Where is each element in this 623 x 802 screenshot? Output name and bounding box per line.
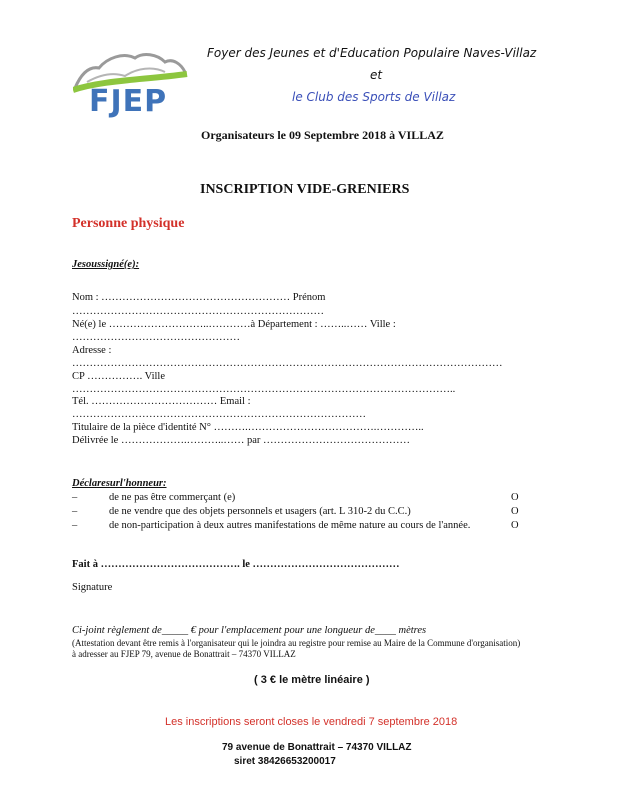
declaration-item-1: de ne pas être commerçant (e) [109,492,236,503]
attestation-note: (Attestation devant être remis à l'organisateur qui le joindra au registre pour remise au Maire de la Commune d'organisation) [72,638,521,648]
fait-a-line[interactable]: Fait à …………………………………. le …………………………………… [72,559,400,570]
field-cp[interactable]: CP ……………. Ville [72,371,166,382]
declaration-item-3: de non-participation à deux autres manifestations de même nature au cours de l'année. [109,520,471,531]
field-naissance[interactable]: Né(e) le ………………………..…………à Département : ……..…… Ville : [72,319,396,330]
logo-text: FJEP [89,84,168,119]
send-address: à adresser au FJEP 79, avenue de Bonattrait – 74370 VILLAZ [72,649,296,659]
declaration-dash-1: – [72,492,78,503]
page-title: INSCRIPTION VIDE-GRENIERS [200,182,410,197]
payment-line[interactable]: Ci-joint règlement de_____ € pour l'emplacement pour une longueur de____ mètres [72,625,427,636]
signature-label: Signature [72,582,113,593]
declaration-heading: Déclaresurl'honneur: [72,478,167,489]
footer-address: 79 avenue de Bonattrait – 74370 VILLAZ [222,742,412,753]
field-cp-cont[interactable]: ……………………………………………………………………………………………….. [72,384,456,395]
closing-notice: Les inscriptions seront closes le vendredi 7 septembre 2018 [165,716,458,728]
declaration-dash-2: – [72,506,78,517]
declaration-checkbox-2[interactable]: O [511,506,519,517]
declaration-checkbox-1[interactable]: O [511,492,519,503]
declaration-dash-3: – [72,520,78,531]
field-naissance-cont[interactable]: ………………………………………… [72,332,240,343]
org-and: et [370,68,383,82]
field-adresse-cont[interactable]: …………………………………………………………………………………………………………… [72,358,503,369]
field-titulaire[interactable]: Titulaire de la pièce d'identité N° ……….……………………………….………….. [72,422,424,433]
field-delivree[interactable]: Délivrée le ……………….………..…… par …………………………………… [72,435,411,446]
footer-siret: siret 38426653200017 [234,756,336,767]
declaration-checkbox-3[interactable]: O [511,520,519,531]
field-nom[interactable]: Nom : ……………………………………………… Prénom [72,292,326,303]
declaration-item-2: de ne vendre que des objets personnels et usagers (art. L 310-2 du C.C.) [109,506,411,517]
field-adresse[interactable]: Adresse : [72,345,112,356]
field-tel-cont[interactable]: ………………………………………………………………………… [72,409,366,420]
org-line-1: Foyer des Jeunes et d'Education Populaire Naves-Villaz [207,46,537,60]
field-tel[interactable]: Tél. ……………………………… Email : [72,396,251,407]
fjep-logo [73,44,189,122]
organizers-line: Organisateurs le 09 Septembre 2018 à VILLAZ [201,128,444,142]
form-intro: Jesoussigné(e): [72,259,140,270]
org-line-2: le Club des Sports de Villaz [292,90,456,104]
field-nom-cont[interactable]: ……………………………………………………………… [72,306,324,317]
section-heading: Personne physique [72,216,185,231]
price-note: ( 3 € le mètre linéaire ) [254,674,370,686]
